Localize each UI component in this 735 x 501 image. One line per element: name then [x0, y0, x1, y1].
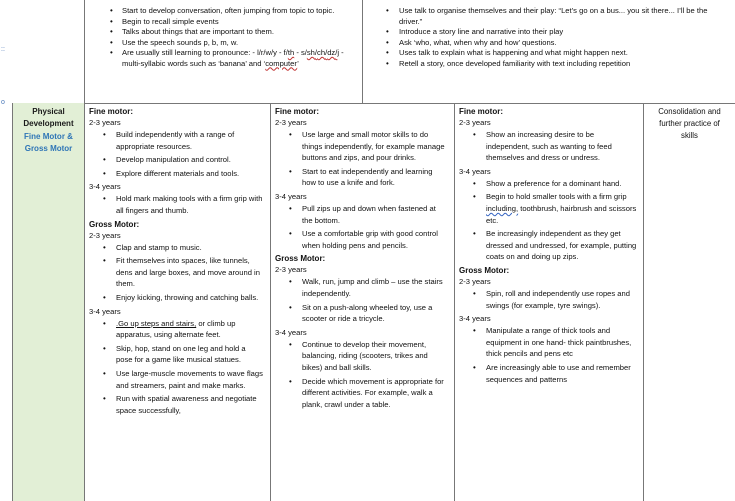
list-item: • Retell a story, once developed familiarity with text including repetition	[362, 59, 735, 70]
list-item: • Develop manipulation and control.	[89, 154, 266, 166]
list-item: • Use large-muscle movements to wave flags and streamers, paint and make marks.	[89, 368, 266, 391]
list-item: • Use the speech sounds p, b, m, w.	[85, 38, 362, 49]
consolidation-text: Consolidation and further practice of skills	[658, 107, 721, 140]
list-item-pronunciation	[85, 48, 362, 69]
age-band: 2-3 years	[459, 276, 491, 286]
communication-cell-right	[362, 0, 735, 103]
age-band: 2-3 years	[89, 230, 121, 240]
margin-anchor-icon: o	[1, 99, 5, 106]
age-band: 3-4 years	[89, 306, 121, 316]
list-item: • Manipulate a range of thick tools and equipment in one hand- thick paintbrushes, thick pencils and pens etc	[459, 325, 639, 360]
list-item: • Run with spatial awareness and negotiate space successfully,	[89, 393, 266, 416]
list-item: • Use large and small motor skills to do things independently, for example manage buttons and zips, and pour drinks.	[275, 129, 450, 164]
communication-cell-left	[84, 0, 363, 103]
gross-motor-list	[459, 325, 639, 385]
list-item: • Spin, roll and independently use ropes and swings (for example, tyre swings).	[459, 288, 639, 311]
list-item: • Continue to develop their movement, balancing, riding (scooters, trikes and bikes) and ball skills.	[275, 339, 450, 374]
list-item	[89, 318, 266, 341]
communication-right-list	[362, 0, 735, 69]
fine-motor-list	[459, 129, 639, 164]
age-band: 3-4 years	[459, 314, 491, 324]
list-item: • Begin to recall simple events	[85, 17, 362, 28]
fine-motor-list	[459, 178, 639, 263]
stage-column-2	[270, 103, 454, 501]
communication-left-list	[85, 0, 362, 69]
gross-motor-list	[275, 339, 450, 411]
list-item: • Use talk to organise themselves and their play: “Let’s go on a bus... you sit there... I’ll be the driver.”	[362, 6, 735, 27]
age-band: 2-3 years	[459, 118, 491, 127]
age-band: 2-3 years	[275, 265, 307, 275]
list-item: • Are increasingly able to use and remember sequences and patterns	[459, 362, 639, 385]
area-subtitle-line: Gross Motor	[24, 144, 73, 153]
list-item-text: toothbrush, hairbrush and scissors etc.	[486, 203, 637, 225]
list-item: • Enjoy kicking, throwing and catching balls.	[89, 292, 266, 304]
gross-motor-heading: Gross Motor:	[275, 254, 326, 264]
stage-column-4	[643, 103, 735, 501]
area-title-line: Development	[23, 119, 74, 128]
age-band: 3-4 years	[275, 191, 307, 201]
fine-motor-heading: Fine motor:	[459, 107, 503, 116]
spellcheck-word: th	[287, 48, 295, 57]
pronounce-text: - s/	[294, 48, 307, 57]
underlined-text: .Go up steps and stairs,	[116, 318, 197, 328]
physical-development-row	[0, 103, 735, 501]
communication-row-continued	[84, 0, 735, 104]
age-band: 3-4 years	[89, 182, 121, 192]
area-of-learning-cell	[12, 103, 84, 501]
pronounce-j: j	[337, 48, 340, 57]
list-item: • Decide which movement is appropriate for different activities. For example, walk a plank, crawl under a table.	[275, 376, 450, 411]
list-item: • Introduce a story line and narrative into their play	[362, 27, 735, 38]
gross-motor-heading: Gross Motor:	[89, 219, 140, 229]
gross-motor-list	[89, 242, 266, 304]
pronounce-prefix: Are usually still learning to pronounce: - l/r/w/y - f/	[122, 48, 288, 57]
list-item: • Ask ‘who, what, when why and how’ questions.	[362, 38, 735, 49]
list-item-text: or climb up apparatus, using alternate feet.	[116, 318, 236, 340]
list-item: • Uses talk to explain what is happening and what might happen next.	[362, 48, 735, 59]
list-item: • Be increasingly independent as they get dressed and undressed, for example, putting coats on and doing up zips.	[459, 228, 639, 263]
list-item: • Build independently with a range of appropriate resources.	[89, 129, 266, 152]
list-item: • Show an increasing desire to be independent, such as wanting to feed themselves and dress or undress.	[459, 129, 639, 164]
margin-move-handle-icon: ::	[1, 46, 5, 53]
fine-motor-list	[275, 129, 450, 189]
pronounce-dz: dz	[327, 48, 336, 57]
stage-column-3	[454, 103, 643, 501]
list-item: • Pull zips up and down when fastened at the bottom.	[275, 203, 450, 226]
area-title-line: Physical	[32, 107, 65, 116]
stage-column-1	[84, 103, 270, 501]
age-band: 3-4 years	[275, 327, 307, 337]
fine-motor-heading: Fine motor:	[275, 107, 319, 116]
pronounce-text: ’	[297, 58, 299, 68]
list-item: • Sit on a push-along wheeled toy, use a scooter or ride a tricycle.	[275, 302, 450, 325]
gross-motor-list	[275, 276, 450, 324]
pronounce-sh: sh	[306, 48, 315, 57]
age-band: 2-3 years	[89, 118, 121, 127]
list-item: • Show a preference for a dominant hand.	[459, 178, 639, 190]
list-item: • Hold mark making tools with a firm grip with all fingers and thumb.	[89, 193, 266, 216]
fine-motor-list	[89, 193, 266, 216]
list-item: • Start to develop conversation, often jumping from topic to topic.	[85, 6, 362, 17]
spellcheck-word: including,	[486, 203, 519, 213]
list-item: • Fit themselves into spaces, like tunnels, dens and large boxes, and move around in them.	[89, 255, 266, 290]
list-item: • Use a comfortable grip with good control when holding pens and pencils.	[275, 228, 450, 251]
area-subtitle-line: Fine Motor &	[24, 132, 73, 141]
list-item: • Explore different materials and tools.	[89, 168, 266, 180]
age-band: 3-4 years	[459, 166, 491, 176]
gross-motor-list	[89, 318, 266, 417]
gross-motor-list	[459, 288, 639, 311]
list-item: • Clap and stamp to music.	[89, 242, 266, 254]
list-item-text: Begin to hold smaller tools with a firm grip	[486, 192, 627, 202]
list-item: • Walk, run, jump and climb – use the stairs independently.	[275, 276, 450, 299]
fine-motor-list	[89, 129, 266, 179]
area-title	[13, 106, 84, 130]
list-item: • Start to eat independently and learning how to use a knife and fork.	[275, 166, 450, 189]
list-item	[459, 191, 639, 226]
list-item: • Skip, hop, stand on one leg and hold a pose for a game like musical statues.	[89, 343, 266, 366]
pronounce-ch: ch	[317, 48, 326, 57]
fine-motor-heading: Fine motor:	[89, 107, 133, 116]
age-band: 2-3 years	[275, 118, 307, 127]
fine-motor-list	[275, 203, 450, 251]
spellcheck-word: computer	[265, 58, 298, 68]
list-item: • Talks about things that are important to them.	[85, 27, 362, 38]
gross-motor-heading: Gross Motor:	[459, 265, 510, 275]
pronounce-text: - multi-syllabic words such as ‘banana’ and ‘	[122, 48, 344, 68]
spellcheck-word: sh/ch/dz/j	[306, 48, 340, 57]
area-subtitle	[13, 131, 84, 155]
